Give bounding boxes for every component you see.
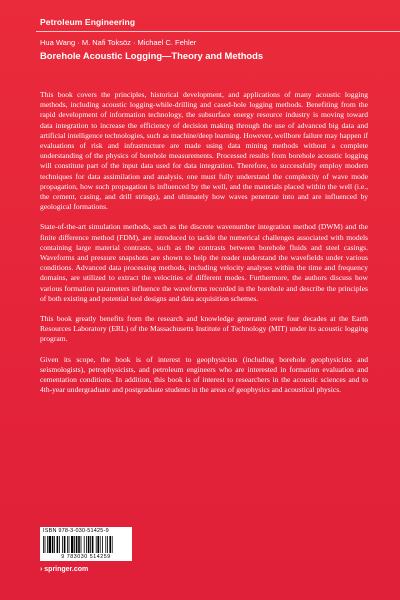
author-list: Hua Wang · M. Nafi Toksöz · Michael C. Fehler <box>40 38 197 47</box>
barcode-bar <box>78 536 80 553</box>
barcode-digits: 9 783030 514259 <box>61 553 111 560</box>
barcode-bar <box>88 536 90 553</box>
blurb-paragraph-3: This book greatly benefits from the research and knowledge generated over four decades at the Earth Resources Laboratory (ERL) of the Massachusetts Institute of Technology (MIT) under its acoustic logging program. <box>40 314 368 344</box>
blurb-paragraph-4: Given its scope, the book is of interest to geophysicists (including borehole geophysicists and seismologists), petrophysicists, and petroleum engineers who are interested in formation evaluation and cementation conditions. In addition, this book is of interest to researchers in the acoustic sciences and to 4th-year undergraduate and postgraduate students in the areas of geophysics and acoustical physics. <box>40 354 368 395</box>
book-title: Borehole Acoustic Logging—Theory and Methods <box>40 50 264 61</box>
barcode-bar <box>84 536 85 553</box>
barcode-bar <box>54 536 55 553</box>
barcode-bar <box>90 536 91 553</box>
barcode-icon <box>43 536 129 553</box>
barcode-bar <box>71 536 73 553</box>
barcode-bar <box>43 536 44 553</box>
barcode-panel <box>40 527 132 561</box>
barcode-bar <box>52 536 54 553</box>
barcode-bar <box>81 536 82 553</box>
isbn-label: ISBN 978-3-030-51425-9 <box>43 528 109 534</box>
barcode-bar <box>69 536 70 553</box>
barcode-bar <box>97 536 99 553</box>
barcode-bar <box>112 536 113 553</box>
barcode-bar <box>59 536 60 553</box>
barcode-bar <box>86 536 87 553</box>
barcode-bar <box>96 536 97 553</box>
blurb-paragraph-1: This book covers the principles, historical development, and applications of many acoustic logging methods, including acoustic logging-while-drilling and cased-hole logging methods. Benefiting from the rapid development of information technology, the subsurface energy resource industry is moving toward data integration to increase the efficiency of decision making through the use of advanced big data and artificial intelligence technologies, such as machine/deep learning. However, wellbore failure may happen if evaluations of risk and infrastructure are made using data mining methods without a complete understanding of the physics of borehole measurements. Processed results from borehole acoustic logging will constitute part of the input data used for data integration. Therefore, to successfully employ modern techniques for data assimilation and analysis, one must fully understand the complexity of wave mode propagation, how such propagation is influenced by the well, and the materials placed within the well (i.e., the cement, casing, and drill strings), and ultimately how waves penetrate into and are influenced by geological formations. <box>40 90 368 212</box>
barcode-bar <box>92 536 94 553</box>
blurb <box>40 90 368 405</box>
barcode-bar <box>100 536 101 553</box>
barcode-bar <box>57 536 59 553</box>
barcode-bar <box>102 536 103 553</box>
publisher-link[interactable]: › springer.com <box>40 566 89 573</box>
barcode-bar <box>76 536 78 553</box>
barcode-bar <box>49 536 51 553</box>
barcode-bar <box>74 536 75 553</box>
barcode-bar <box>45 536 46 553</box>
barcode-bar <box>105 536 106 553</box>
barcode-bar <box>47 536 48 553</box>
series-name: Petroleum Engineering <box>40 17 136 27</box>
barcode-bar <box>107 536 108 553</box>
barcode-bar <box>62 536 63 553</box>
header-rule <box>36 31 400 32</box>
barcode-bar <box>67 536 68 553</box>
barcode-bar <box>64 536 66 553</box>
barcode-bar <box>109 536 111 553</box>
blurb-paragraph-2: State-of-the-art simulation methods, such as the discrete wavenumber integration method (DWM) and the finite difference method (FDM), are introduced to tackle the numerical challenges associated with models containing large material contrasts, such as the contrasts between borehole fluids and steel casings. Waveforms and pressure snapshots are shown to help the reader understand the wavefields under various conditions. Advanced data processing methods, including velocity analyses within the time and frequency domains, are utilized to extract the velocities of different modes. Furthermore, the authors discuss how various formation parameters influence the waveforms recorded in the borehole and describe the principles of both existing and potential tool designs and data acquisition schemes. <box>40 222 368 303</box>
